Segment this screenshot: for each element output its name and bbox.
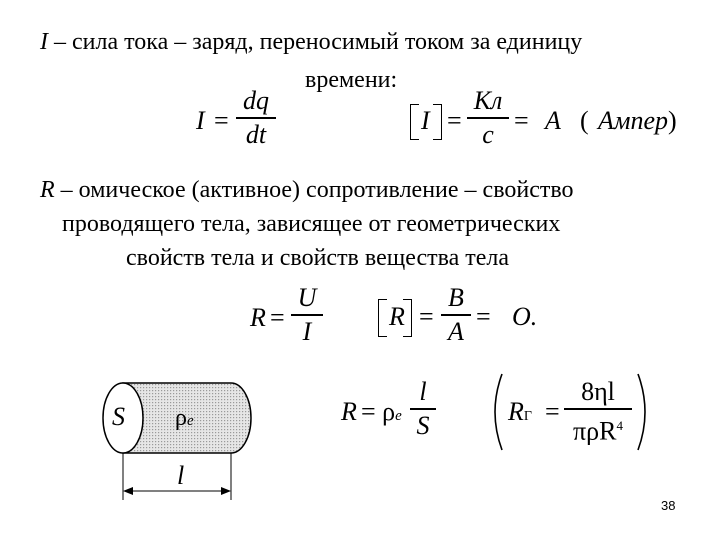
poiseuille-den-sup: 4 xyxy=(616,417,623,433)
current-unit-num: Кл xyxy=(473,86,503,115)
current-formula-eq: = xyxy=(214,106,229,135)
resistance-definition-text: – омическое (активное) сопротивление – свойство xyxy=(54,177,574,203)
resistivity-label xyxy=(175,405,194,432)
poiseuille-formula-den xyxy=(573,412,623,446)
resistance-definition-line xyxy=(40,176,574,204)
resistivity-formula-den: S xyxy=(416,410,430,440)
current-formula-lhs: I xyxy=(196,106,205,135)
current-unit-name: Ампер xyxy=(598,106,669,135)
poiseuille-lhs-sub: Г xyxy=(523,409,532,424)
fraction-bar xyxy=(410,408,436,410)
resistivity-formula-eq-rho: = ρ xyxy=(361,397,396,426)
current-definition-line xyxy=(40,28,582,56)
rho-symbol: ρ xyxy=(175,405,187,431)
resistance-definition-line-3: свойств тела и свойств вещества тела xyxy=(126,245,510,271)
current-unit-symbol: I xyxy=(421,106,430,135)
poiseuille-formula-fraction xyxy=(564,378,632,445)
resistance-definition-line-2: проводящего тела, зависящее от геометрических xyxy=(62,211,561,237)
conductor-cylinder-diagram xyxy=(95,375,265,515)
ohm-formula-lhs: R xyxy=(250,303,266,332)
current-unit-fraction xyxy=(467,87,509,149)
resistivity-formula-num: l xyxy=(419,377,427,406)
length-label: l xyxy=(177,461,185,490)
fraction-bar xyxy=(236,117,276,119)
left-paren-icon xyxy=(486,372,506,452)
fraction-bar xyxy=(467,117,509,119)
right-bracket-icon xyxy=(403,299,412,337)
right-paren-icon xyxy=(634,372,654,452)
ohm-formula-fraction xyxy=(291,284,323,346)
ohm-formula-den: I xyxy=(302,316,312,346)
current-symbol: I xyxy=(40,29,48,55)
left-bracket-icon xyxy=(378,299,387,337)
current-unit-den: c xyxy=(482,119,494,149)
fraction-bar xyxy=(291,314,323,316)
ohm-formula-num: U xyxy=(297,283,317,312)
resistance-unit-value: O. xyxy=(512,302,538,331)
arrowhead-icon xyxy=(221,487,231,495)
fraction-bar xyxy=(564,408,632,410)
fraction-bar xyxy=(441,314,471,316)
resistance-unit-num: B xyxy=(448,283,464,312)
current-formula-num: dq xyxy=(243,86,269,115)
poiseuille-formula-lhs xyxy=(508,397,532,427)
resistance-unit-symbol: R xyxy=(389,302,405,331)
current-definition-text: – сила тока – заряд, переносимый током за единицу xyxy=(48,29,583,55)
current-definition-line-2: времени: xyxy=(305,67,398,93)
resistance-unit-fraction xyxy=(441,284,471,346)
right-bracket-icon xyxy=(433,104,442,140)
current-unit-lparen: ( xyxy=(580,106,589,135)
resistivity-formula-lhs: R xyxy=(341,397,357,426)
resistance-unit-eq2: = xyxy=(476,302,491,331)
resistance-unit-eq1: = xyxy=(419,302,434,331)
resistivity-formula-eq xyxy=(361,397,402,427)
resistivity-formula-sub: e xyxy=(395,408,402,424)
current-unit-eq2: = xyxy=(514,106,529,135)
poiseuille-lhs-symbol: R xyxy=(508,397,524,426)
current-unit-eq1: = xyxy=(447,106,462,135)
left-bracket-icon xyxy=(410,104,419,140)
resistance-unit-den: A xyxy=(448,316,464,346)
poiseuille-den-text: πρR xyxy=(573,416,617,446)
page-number: 38 xyxy=(661,498,676,513)
current-unit-value: A xyxy=(545,106,561,135)
ohm-formula-eq: = xyxy=(270,303,285,332)
current-formula-fraction xyxy=(236,87,276,149)
poiseuille-formula-eq: = xyxy=(545,397,560,426)
current-unit-rparen: ) xyxy=(668,106,677,135)
poiseuille-formula-num: 8ηl xyxy=(581,377,615,406)
rho-subscript: e xyxy=(186,413,194,429)
cross-section-label: S xyxy=(112,402,125,431)
current-formula-den: dt xyxy=(245,119,267,149)
resistivity-formula-fraction xyxy=(410,378,436,440)
arrowhead-icon xyxy=(123,487,133,495)
resistance-symbol: R xyxy=(40,177,55,203)
